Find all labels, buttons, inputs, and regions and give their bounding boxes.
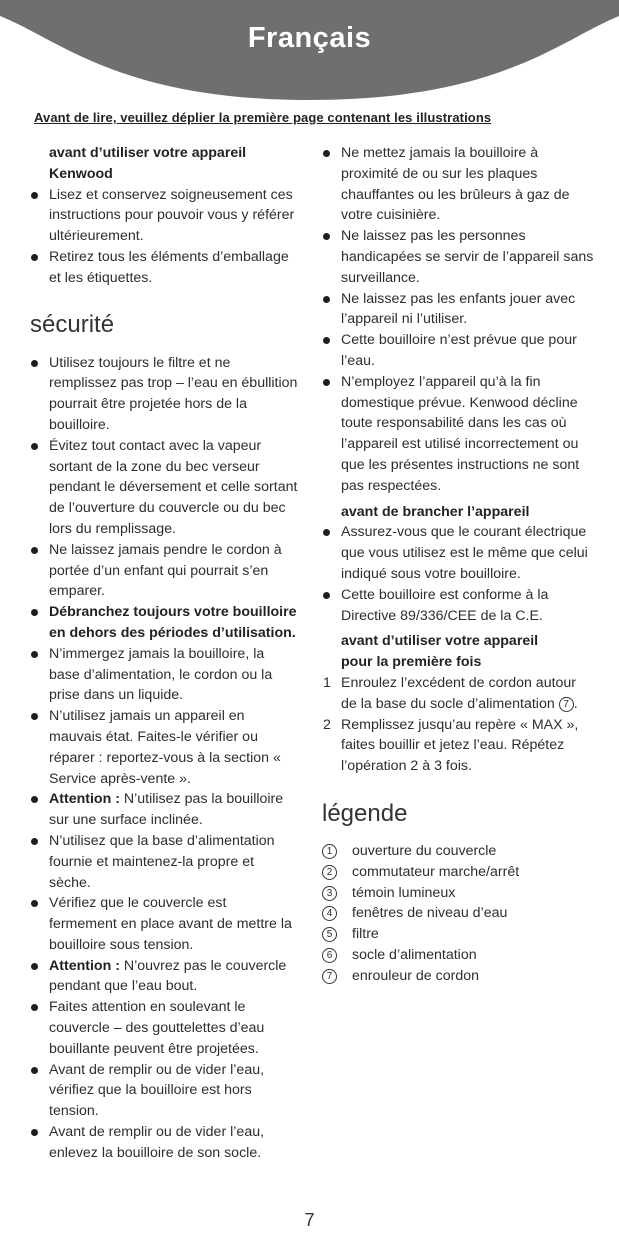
legend-item	[322, 966, 594, 987]
list-item: N’utilisez que la base d’alimentation fournie et maintenez-la propre et sèche.	[30, 831, 298, 893]
list-item: Ne laissez pas les enfants jouer avec l’appareil ni l’utiliser.	[322, 289, 594, 331]
legend-number-icon: 7	[322, 969, 337, 984]
list-item: Ne laissez pas les personnes handicapées se servir de l’appareil sans surveillance.	[322, 226, 594, 288]
list-item: Ne mettez jamais la bouilloire à proximité de ou sur les plaques chauffantes ou les brûleurs à gaz de votre cuisinière.	[322, 143, 594, 226]
first-use-heading-line-2: pour la première fois	[341, 654, 482, 671]
list-item: Faites attention en soulevant le couvercle – des gouttelettes d’eau bouillante peuvent être projetées.	[30, 997, 298, 1059]
list-item: Cette bouilloire est conforme à la Directive 89/336/CEE de la C.E.	[322, 585, 594, 627]
attention-label: Attention :	[49, 957, 120, 974]
intro-list	[30, 185, 298, 289]
list-item: N’immergez jamais la bouilloire, la base d’alimentation, le cordon ou la prise dans un liquide.	[30, 644, 298, 706]
step-text: Enroulez l’excédent de cordon autour de la base du socle d’alimentation	[341, 674, 577, 712]
list-item	[30, 789, 298, 831]
list-item-text: N’ouvrez pas le couvercle pendant que l’eau bout.	[49, 957, 287, 995]
list-item: Utilisez toujours le filtre et ne remplissez pas trop – l’eau en ébullition pourrait être projetée hors de la bouilloire.	[30, 353, 298, 436]
legend-number-icon: 1	[322, 844, 337, 859]
list-item: Évitez tout contact avec la vapeur sortant de la zone du bec verseur pendant le déversement et celle sortant de l’ouverture du couvercle ou du bec lors du remplissage.	[30, 436, 298, 540]
legend-item	[322, 903, 594, 924]
first-use-heading-line-1: avant d’utiliser votre appareil	[341, 633, 539, 650]
legend-label: socle d’alimentation	[352, 946, 477, 963]
first-use-heading	[322, 631, 594, 673]
list-item: Avant de remplir ou de vider l’eau, vérifiez que la bouilloire est hors tension.	[30, 1060, 298, 1122]
legend-label: témoin lumineux	[352, 884, 456, 901]
legend-number-icon: 6	[322, 948, 337, 963]
legend-item	[322, 945, 594, 966]
step-text-end: .	[573, 695, 578, 712]
first-use-steps	[322, 673, 594, 777]
legend-label: fenêtres de niveau d’eau	[352, 905, 508, 922]
list-item-text: N’utilisez pas la bouilloire sur une surface inclinée.	[49, 791, 284, 829]
page-number: 7	[304, 1210, 315, 1230]
list-item: N’utilisez jamais un appareil en mauvais état. Faites-le vérifier ou réparer : reportez-vous à la section « Service après-vente ».	[30, 706, 298, 789]
legend-item	[322, 883, 594, 904]
connect-heading: avant de brancher l’appareil	[341, 503, 530, 520]
reference-number-icon: 7	[559, 697, 574, 712]
step-item	[322, 715, 594, 777]
header-title: Français	[247, 22, 372, 54]
legend-number-icon: 4	[322, 906, 337, 921]
step-number: 1	[323, 674, 331, 691]
list-item: N’employez l’appareil qu’à la fin domestique prévue. Kenwood décline toute responsabilité dans les cas où l’appareil est utilisé incorrectement ou que les présentes instructions ne sont pas respectées.	[322, 372, 594, 497]
list-item: Vérifiez que le couvercle est fermement en place avant de mettre la bouilloire sous tension.	[30, 893, 298, 955]
legend-item	[322, 841, 594, 862]
safety-list-continued	[322, 143, 594, 497]
step-text: Remplissez jusqu’au repère « MAX », faites bouillir et jetez l’eau. Répétez l’opération 2 à 3 fois.	[341, 716, 579, 775]
list-item-important: Débranchez toujours votre bouilloire en dehors des périodes d’utilisation.	[30, 602, 298, 644]
list-item: Assurez-vous que le courant électrique que vous utilisez est le même que celui indiqué sous votre bouilloire.	[322, 522, 594, 584]
step-item	[322, 673, 594, 715]
legend-label: enrouleur de cordon	[352, 967, 479, 984]
intro-heading-line-2: Kenwood	[49, 165, 113, 182]
intro-heading	[30, 143, 298, 185]
list-item: Avant de remplir ou de vider l’eau, enlevez la bouilloire de son socle.	[30, 1122, 298, 1164]
legend-section-title: légende	[322, 799, 408, 827]
list-item: Cette bouilloire n’est prévue que pour l’eau.	[322, 330, 594, 372]
step-number: 2	[323, 716, 331, 733]
list-item: Retirez tous les éléments d’emballage et les étiquettes.	[30, 247, 298, 289]
language-header	[0, 0, 619, 100]
intro-heading-line-1: avant d’utiliser votre appareil	[49, 145, 247, 161]
legend-label: filtre	[352, 926, 379, 943]
legend-number-icon: 5	[322, 927, 337, 942]
left-column	[30, 143, 298, 1164]
legend-list	[322, 841, 594, 987]
safety-list	[30, 353, 298, 1164]
legend-item	[322, 862, 594, 883]
list-item	[30, 956, 298, 998]
attention-label: Attention :	[49, 791, 120, 808]
legend-number-icon: 3	[322, 886, 337, 901]
list-item: Ne laissez jamais pendre le cordon à portée d’un enfant qui pourrait s’en emparer.	[30, 540, 298, 602]
right-column	[322, 143, 594, 986]
legend-item	[322, 924, 594, 945]
connect-list	[322, 522, 594, 626]
legend-label: commutateur marche/arrêt	[352, 863, 520, 880]
list-item: Lisez et conservez soigneusement ces instructions pour pouvoir vous y référer ultérieurement.	[30, 185, 298, 247]
legend-label: ouverture du couvercle	[352, 842, 497, 859]
safety-section-title: sécurité	[30, 310, 115, 338]
fold-out-notice: Avant de lire, veuillez déplier la première page contenant les illustrations	[34, 110, 492, 125]
legend-number-icon: 2	[322, 865, 337, 880]
